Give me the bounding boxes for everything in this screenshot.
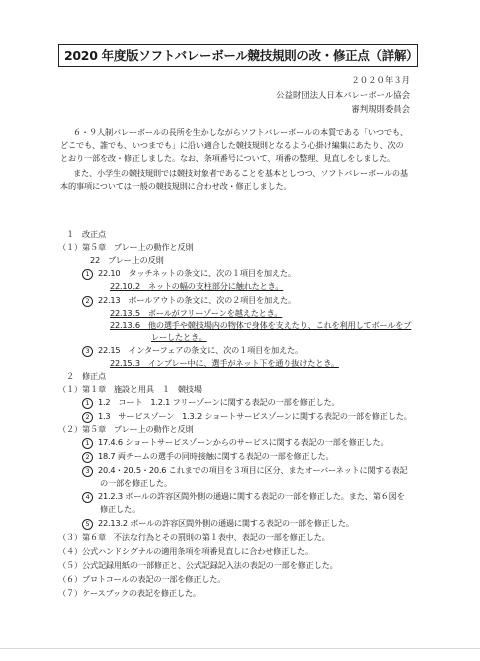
intro-line-2: どこでも、誰でも、いつまでも」に沿い適合した競技規則となるよう心掛け編集にあたり、次の bbox=[60, 140, 404, 150]
section2-item-7: （７）ケースブックの表記を修正した。 bbox=[58, 588, 201, 598]
intro-line-3: とおり一部を改・修正しました。なお、条項番号について、項番の整理、見直しをしました。 bbox=[60, 153, 396, 163]
intro-line-1: ６・９人制バレーボールの長所を生かしながらソフトバレーボールの本質である「いつでも、 bbox=[73, 127, 408, 137]
circled-number: 2 bbox=[82, 296, 93, 307]
section1-chapter: （１）第５章 プレー上の動作と反則 bbox=[58, 242, 194, 252]
circled-number: 1 bbox=[82, 398, 93, 409]
circled-number: 2 bbox=[82, 412, 93, 423]
s1-clause-22-10-2: 22.10.2 ネットの幅の支柱部分に触れたとき。 bbox=[110, 281, 284, 291]
s2-c2-item-4-cont: 修正した。 bbox=[100, 504, 140, 514]
circled-number: 1 bbox=[82, 438, 93, 449]
circled-number: 1 bbox=[82, 269, 93, 280]
s1-item-3: 3 22.15 インターフェアの条文に、次の１項目を加えた。 bbox=[82, 345, 303, 357]
date: ２０２０年３月 bbox=[351, 75, 410, 85]
organization-name: 公益財団法人日本バレーボール協会 bbox=[276, 90, 410, 100]
section2-chapter2: （２）第５章 プレー上の動作と反則 bbox=[58, 424, 194, 434]
s1-clause-22-13-6-cont: レーしたとき。 bbox=[151, 332, 207, 342]
committee-name: 審判規則委員会 bbox=[351, 104, 410, 114]
s2-c1-item-1: 1 1.2 コート 1.2.1 フリーゾーンに関する表記の一部を修正した。 bbox=[82, 397, 340, 409]
document-title: 2020 年度版ソフトバレーボール競技規則の改・修正点（詳解） bbox=[58, 44, 418, 67]
section2-chapter1: （１）第１章 施設と用具 １ 競技場 bbox=[58, 384, 202, 394]
s2-c2-item-2: 2 18.7 両チームの選手の同時接触に関する表記の一部を修正した。 bbox=[82, 451, 334, 463]
s1-clause-22-13-6: 22.13.6 他の選手や競技場内の物体で身体を支えたり、これを利用してボールをプ bbox=[110, 320, 412, 330]
section2-item-6: （６）プロトコールの表記の一部を修正した。 bbox=[58, 574, 226, 584]
section2-item-5: （５）公式記録用紙の一部修正と、公式記録記入法の表記の一部を修正した。 bbox=[58, 560, 338, 570]
s1-item-2: 2 22.13 ボールアウトの条文に、次の２項目を加えた。 bbox=[82, 295, 296, 307]
scan-edge-divider bbox=[0, 648, 480, 649]
circled-number: 5 bbox=[82, 519, 93, 530]
s1-item-1: 1 22.10 タッチネットの条文に、次の１項目を加えた。 bbox=[82, 268, 296, 280]
intro-line-4: また、小学生の競技規則では競技対象者であることを基本としつつ、ソフトバレーボールの基 bbox=[73, 168, 408, 178]
section2-item-3: （３）第６章 不法な行為とその罰則の第１表中、表記の一部を修正した。 bbox=[58, 532, 330, 542]
section2-heading: ２ 修正点 bbox=[66, 371, 106, 381]
s1-clause-22-13-5: 22.13.5 ボールがフリーゾーンを越えたとき。 bbox=[110, 308, 283, 318]
s2-c2-item-3-cont: の一部を修正した。 bbox=[100, 478, 172, 488]
section1-heading: １ 改正点 bbox=[66, 229, 106, 239]
section2-item-4: （４）公式ハンドシグナルの適用条項を項番見直しに合わせ修正した。 bbox=[58, 546, 314, 556]
intro-line-5: 本的事項については一般の競技規則に合わせ改・修正しました。 bbox=[60, 181, 292, 191]
circled-number: 3 bbox=[82, 466, 93, 477]
s1-clause-22-15-3: 22.15.3 インプレー中に、選手がネット下を通り抜けたとき。 bbox=[110, 358, 339, 368]
s2-c2-item-4: 4 21.2.3 ボールの許容区間外側の通過に関する表記の一部を修正した。また、第６図を bbox=[82, 491, 405, 503]
circled-number: 2 bbox=[82, 452, 93, 463]
section1-sub: 22 プレー上の反則 bbox=[90, 255, 164, 265]
s2-c2-item-5: 5 22.13.2 ボールの許容区間外側の通過に関する表記の一部を修正した。 bbox=[82, 518, 354, 530]
s2-c1-item-2: 2 1.3 サービスゾーン 1.3.2 ショートサービスゾーンに関する表記の一部を修正した。 bbox=[82, 411, 412, 423]
s2-c2-item-3: 3 20.4・20.5・20.6 これまでの項目を３項目に区分、またオーバーネットに関する表記 bbox=[82, 465, 407, 477]
circled-number: 3 bbox=[82, 346, 93, 357]
s2-c2-item-1: 1 17.4.6 ショートサービスゾーンからのサービスに関する表記の一部を修正した。 bbox=[82, 437, 389, 449]
circled-number: 4 bbox=[82, 492, 93, 503]
